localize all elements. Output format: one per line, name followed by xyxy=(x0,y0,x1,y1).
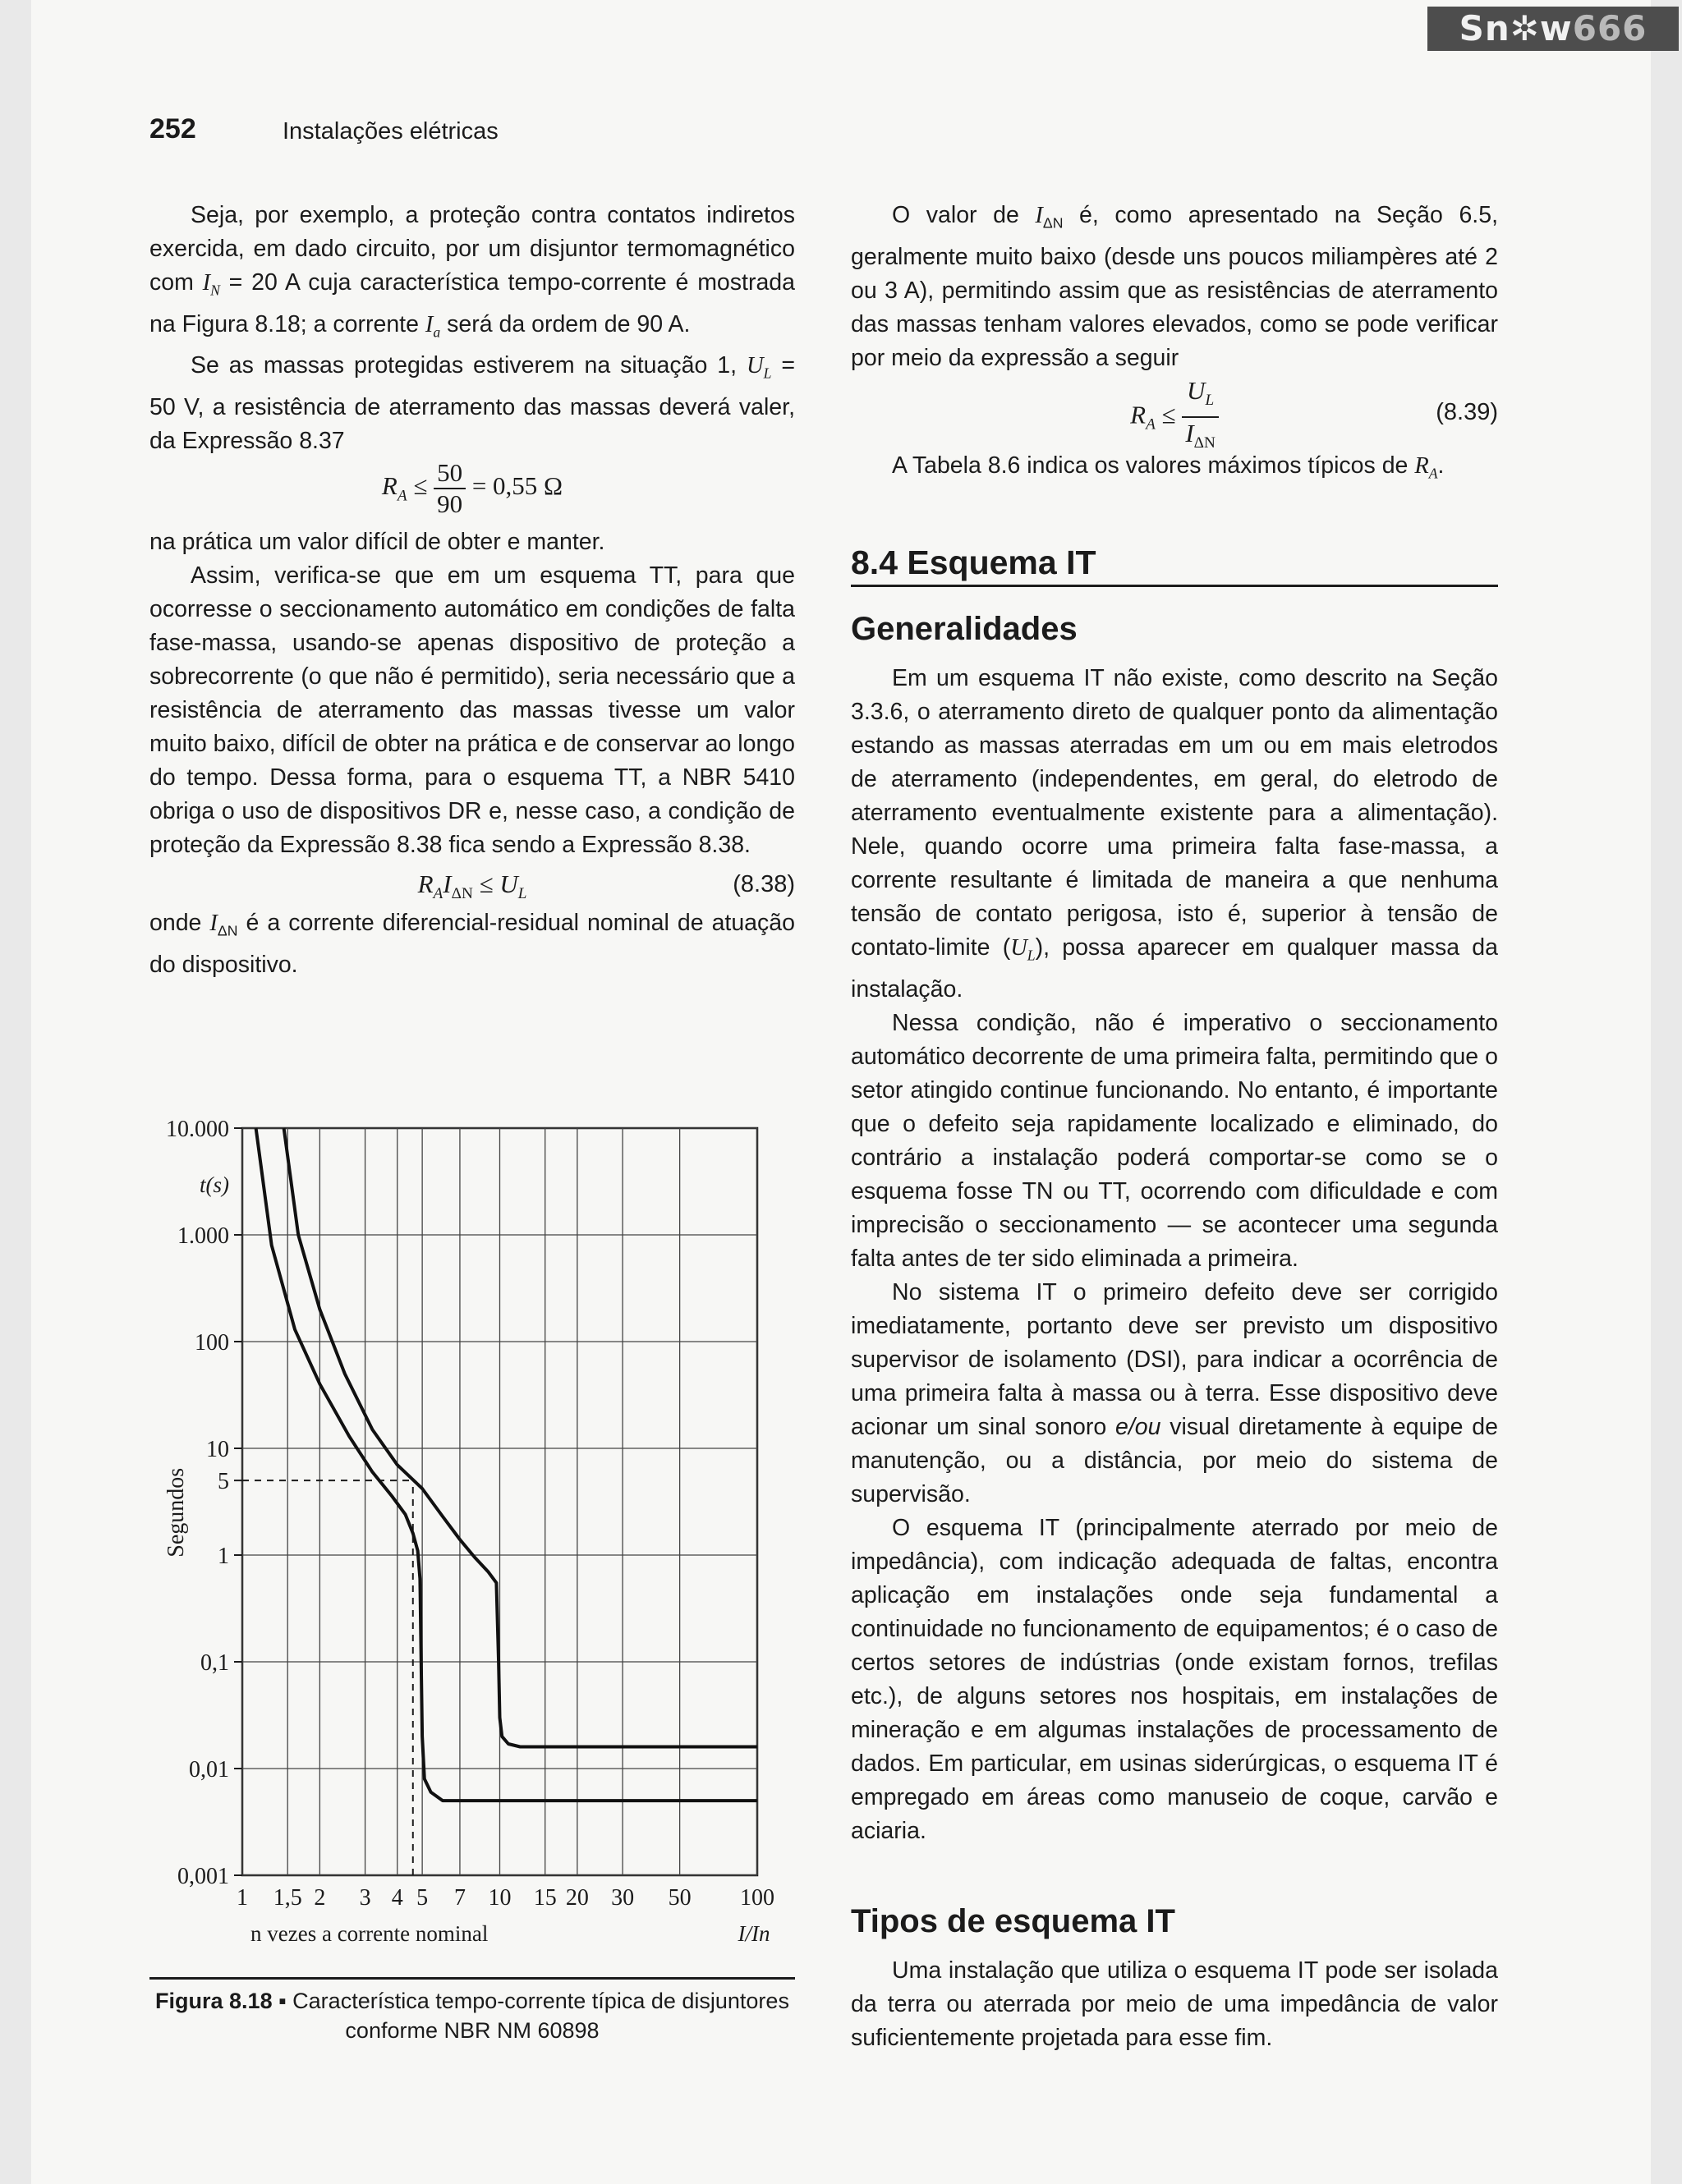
paragraph: O esquema IT (principalmente aterrado por meio de impedância), com indicação adequada de faltas, encontra aplicação em instalações onde seja fundamental a continuidade no funcionamento de equipamentos; é o caso de certos setores de indústrias (onde existam fornos, trefilas etc.), de alguns setores nos hospitais, em instalações de mineração e em algumas instalações de processamento de dados. Em particular, em usinas siderúrgicas, o esquema IT é empregado em áreas como manuseio de coque, carvão e aciaria. xyxy=(851,1514,1498,1844)
time-current-chart xyxy=(148,1092,805,1971)
watermark-main: Sn✲w xyxy=(1459,8,1573,48)
formula-8-39: $R_A$ ≤ $\frac{U_L}{I_{\Delta N}}$ (8.39) xyxy=(1130,375,1498,452)
chart-grid xyxy=(234,1128,757,1875)
x-tick-label: 30 xyxy=(611,1885,635,1911)
curve-curva-limite-superior xyxy=(284,1128,757,1747)
y-tick-label: 0,001 xyxy=(177,1864,229,1889)
paragraph: Em um esquema IT não existe, como descrito na Seção 3.3.6, o aterramento direto de qualquer ponto da alimentação estando as massas aterradas em um ou em mais eletrodos de aterramento (independentes, em geral, do eletrodo de aterramento eventualmente existente para a alimentação). Nele, quando ocorre uma primeira falta fase-massa, a corrente resultante é limitada de maneira a que nenhuma tensão de contato perigosa, isto é, superior à tensão de contato-limite $(U_L)$, possa aparecer em qualquer massa da instalação. xyxy=(851,665,1498,1003)
right-column-body xyxy=(851,662,1498,1848)
x-tick-label: 7 xyxy=(453,1885,466,1911)
figure-caption: Figura 8.18 ▪ Característica tempo-corrente típica de disjuntores conforme NBR NM 60898 xyxy=(149,1977,795,2045)
section-title: 8.4 Esquema IT xyxy=(851,544,1498,587)
caption-label: Figura 8.18 xyxy=(155,1989,273,2013)
y-tick-label: 0,01 xyxy=(189,1757,229,1783)
paragraph: onde $I_{\Delta N}$ é a corrente diferencial-residual nominal de atuação do dispositivo. xyxy=(149,910,795,978)
paragraph: na prática um valor difícil de obter e manter. xyxy=(149,529,605,556)
equation-number: (8.38) xyxy=(733,871,795,898)
subsection-title-tipos: Tipos de esquema IT xyxy=(851,1903,1175,1939)
x-unit-label: I/In xyxy=(738,1921,770,1946)
y-tick-label: 10 xyxy=(206,1437,229,1462)
figure-8-18 xyxy=(148,1092,805,1971)
running-title: Instalações elétricas xyxy=(283,118,499,145)
x-tick-label: 1 xyxy=(237,1885,248,1911)
y-axis-label: Segundos xyxy=(163,1467,189,1558)
x-tick-label: 50 xyxy=(668,1885,692,1911)
paragraph: Nessa condição, não é imperativo o seccionamento automático decorrente de uma primeira falta, permitindo que o setor atingido continue funcionando. No entanto, é importante que o defeito seja rapidamente localizado e eliminado, do contrário a instalação poderá comportar-se como se o esquema fosse TN ou TT, ocorrendo com dificuldade e com imprecisão o seccionamento — se acontecer uma segunda falta antes de ter sido eliminada a primeira. xyxy=(851,1009,1498,1272)
y-tick-label: 0,1 xyxy=(200,1650,229,1676)
x-tick-label: 4 xyxy=(391,1885,403,1911)
y-tick-label: 100 xyxy=(195,1330,229,1356)
paragraph: Assim, verifica-se que em um esquema TT, para que ocorresse o seccionamento automático em condições de falta fase-massa, usando-se apenas dispositivo de proteção a sobrecorrente (o que não é permitido), seria necessário que a resistência de aterramento das massas tivesse um valor muito baixo, difícil de obter na prática e de conservar ao longo do tempo. Dessa forma, para o esquema TT, a NBR 5410 obriga o uso de dispositivos DR e, nesse caso, a condição de proteção da Expressão 8.38 fica sendo a Expressão 8.38. xyxy=(149,562,795,859)
x-tick-label: 15 xyxy=(533,1885,557,1911)
x-tick-label: 5 xyxy=(416,1885,429,1911)
x-tick-label: 3 xyxy=(359,1885,371,1911)
x-axis-label: n vezes a corrente nominal xyxy=(250,1921,489,1946)
caption-text: Característica tempo-corrente típica de disjuntores conforme NBR NM 60898 xyxy=(292,1989,789,2043)
paragraph: Uma instalação que utiliza o esquema IT pode ser isolada da terra ou aterrada por meio de uma impedância de valor suficientemente projetada para esse fim. xyxy=(851,1957,1498,2051)
chart-reference-lines xyxy=(242,1480,413,1875)
paragraph: O valor de $I_{\Delta N}$ é, como apresentado na Seção 6.5, geralmente muito baixo (desde uns poucos miliampères até 2 ou 3 A), permitindo assim que as resistências de aterramento das massas tenham valores elevados, como se pode verificar por meio da expressão a seguir xyxy=(851,202,1498,371)
watermark-tail: 666 xyxy=(1572,8,1648,48)
y-unit-label: t(s) xyxy=(200,1172,229,1197)
y-tick-label: 1 xyxy=(218,1544,229,1569)
paragraph: No sistema IT o primeiro defeito deve ser corrigido imediatamente, portanto deve ser previsto um dispositivo supervisor de isolamento (DSI), para indicar a ocorrência de uma primeira falta à massa ou à terra. Esse dispositivo deve acionar um sinal sonoro e/ou visual diretamente à equipe de manutenção, ou a distância, por meio do sistema de supervisão. xyxy=(851,1278,1498,1507)
formula-ra-055: $R_A$ ≤ $\frac{50}{90}$ = 0,55 Ω xyxy=(381,458,563,519)
right-column-tail xyxy=(851,1954,1498,2055)
page-number: 252 xyxy=(149,113,196,145)
watermark xyxy=(1427,7,1679,51)
paragraph: Se as massas protegidas estiverem na situação 1, $U_L = 50$ V, a resistência de aterramento das massas deverá valer, da Expressão 8.37 xyxy=(149,352,795,455)
x-tick-label: 2 xyxy=(314,1885,326,1911)
paragraph: A Tabela 8.6 indica os valores máximos típicos de $R_A$. xyxy=(892,452,1445,482)
curve-curva-limite-inferior xyxy=(256,1128,757,1801)
chart-curves xyxy=(256,1128,757,1801)
right-column xyxy=(851,199,1498,490)
equation-number: (8.39) xyxy=(1436,398,1498,425)
left-column xyxy=(149,199,795,982)
x-tick-label: 10 xyxy=(488,1885,512,1911)
x-tick-label: 100 xyxy=(740,1885,774,1911)
y-tick-label: 1.000 xyxy=(177,1223,229,1249)
x-tick-label: 20 xyxy=(565,1885,589,1911)
x-tick-labels xyxy=(237,1885,774,1911)
y-tick-label: 10.000 xyxy=(166,1117,229,1142)
paragraph: Seja, por exemplo, a proteção contra contatos indiretos exercida, em dado circuito, por um disjuntor termomagnético com $I_N = 20$ A cuja característica tempo-corrente é mostrada na Figura 8.18; a corrente $I_a$ será da ordem de 90 A. xyxy=(149,202,795,341)
formula-8-38: $R_AI_{\Delta N} \le U_L$ (8.38) xyxy=(149,862,795,906)
y-tick-label: 5 xyxy=(218,1469,229,1495)
x-tick-label: 1,5 xyxy=(273,1885,302,1911)
subsection-title-generalidades: Generalidades xyxy=(851,611,1078,647)
